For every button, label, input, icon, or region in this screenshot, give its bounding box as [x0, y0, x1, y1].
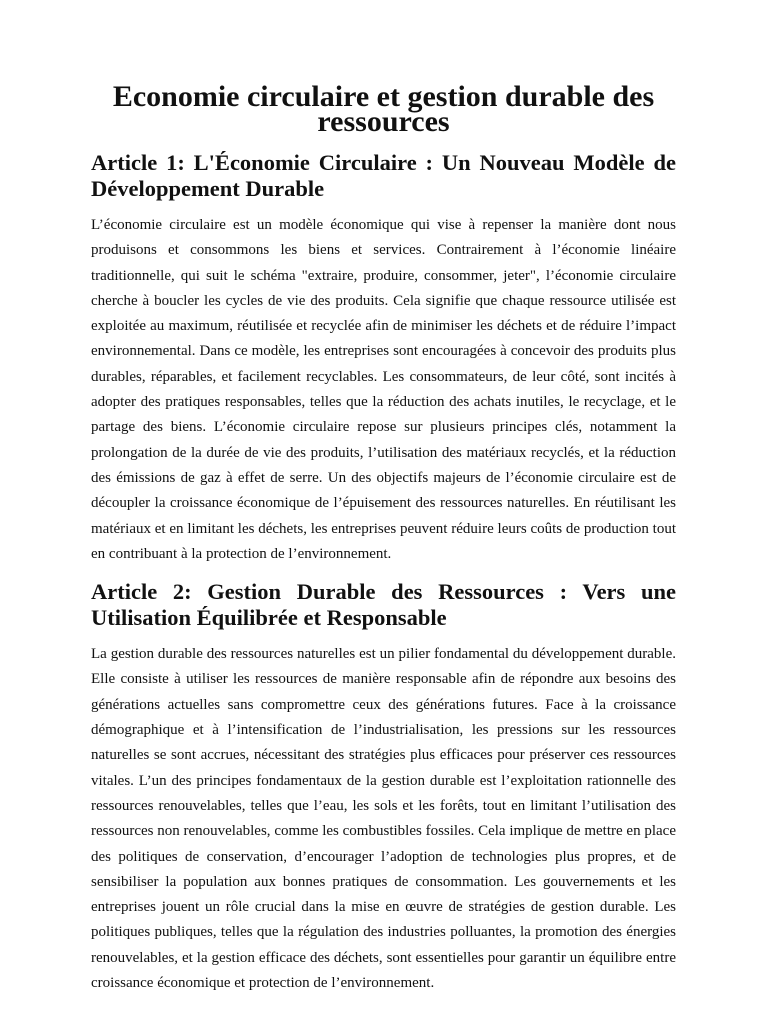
article-2-body: La gestion durable des ressources naturelles est un pilier fondamental du développement durable. Elle consiste à utiliser les ressources de manière responsable afin de répondre aux besoins des générations actuelles sans compromettre ceux des générations futures. Face à la croissance démographique et à l’intensification de l’industrialisation, les pressions sur les ressources naturelles se sont accrues, nécessitant des stratégies plus efficaces pour préserver ces ressources vitales. L’un des principes fondamentaux de la gestion durable est l’exploitation rationnelle des ressources renouvelables, telles que l’eau, les sols et les forêts, tout en limitant l’utilisation des ressources non renouvelables, comme les combustibles fossiles. Cela implique de mettre en place des politiques de conservation, d’encourager l’adoption de technologies plus propres, et de sensibiliser la population aux bonnes pratiques de consommation. Les gouvernements et les entreprises jouent un rôle crucial dans la mise en œuvre de stratégies de gestion durable. Les politiques publiques, telles que la régulation des industries polluantes, la promotion des énergies renouvelables, et la gestion efficace des déchets, sont essentielles pour garantir un équilibre entre croissance économique et protection de l’environnement.: [91, 646, 676, 992]
article-2-heading: Article 2: Gestion Durable des Ressources : Vers une Utilisation Équilibrée et Responsable: [91, 579, 676, 630]
article-1-heading: Article 1: L'Économie Circulaire : Un Nouveau Modèle de Développement Durable: [91, 150, 676, 201]
article-1-body: L’économie circulaire est un modèle économique qui vise à repenser la manière dont nous produisons et consommons les biens et services. Contrairement à l’économie linéaire traditionnelle, qui suit le schéma "extraire, produire, consommer, jeter", l’économie circulaire cherche à boucler les cycles de vie des produits. Cela signifie que chaque ressource utilisée est exploitée au maximum, réutilisée et recyclée afin de minimiser les déchets et de réduire l’impact environnemental. Dans ce modèle, les entreprises sont encouragées à concevoir des produits plus durables, réparables, et facilement recyclables. Les consommateurs, de leur côté, sont incités à adopter des pratiques responsables, telles que la réduction des achats inutiles, le recyclage, et le partage des biens. L’économie circulaire repose sur plusieurs principes clés, notamment la prolongation de la durée de vie des produits, l’utilisation des matériaux recyclés, et la réduction des émissions de gaz à effet de serre. Un des objectifs majeurs de l’économie circulaire est de découpler la croissance économique de l’épuisement des ressources naturelles. En réutilisant les matériaux et en limitant les déchets, les entreprises peuvent réduire leurs coûts de production tout en contribuant à la protection de l’environnement.: [91, 217, 676, 562]
document-page: [91, 80, 676, 1008]
article-2: [91, 579, 676, 996]
article-1: [91, 150, 676, 567]
document-title: Economie circulaire et gestion durable des ressources: [112, 80, 655, 138]
